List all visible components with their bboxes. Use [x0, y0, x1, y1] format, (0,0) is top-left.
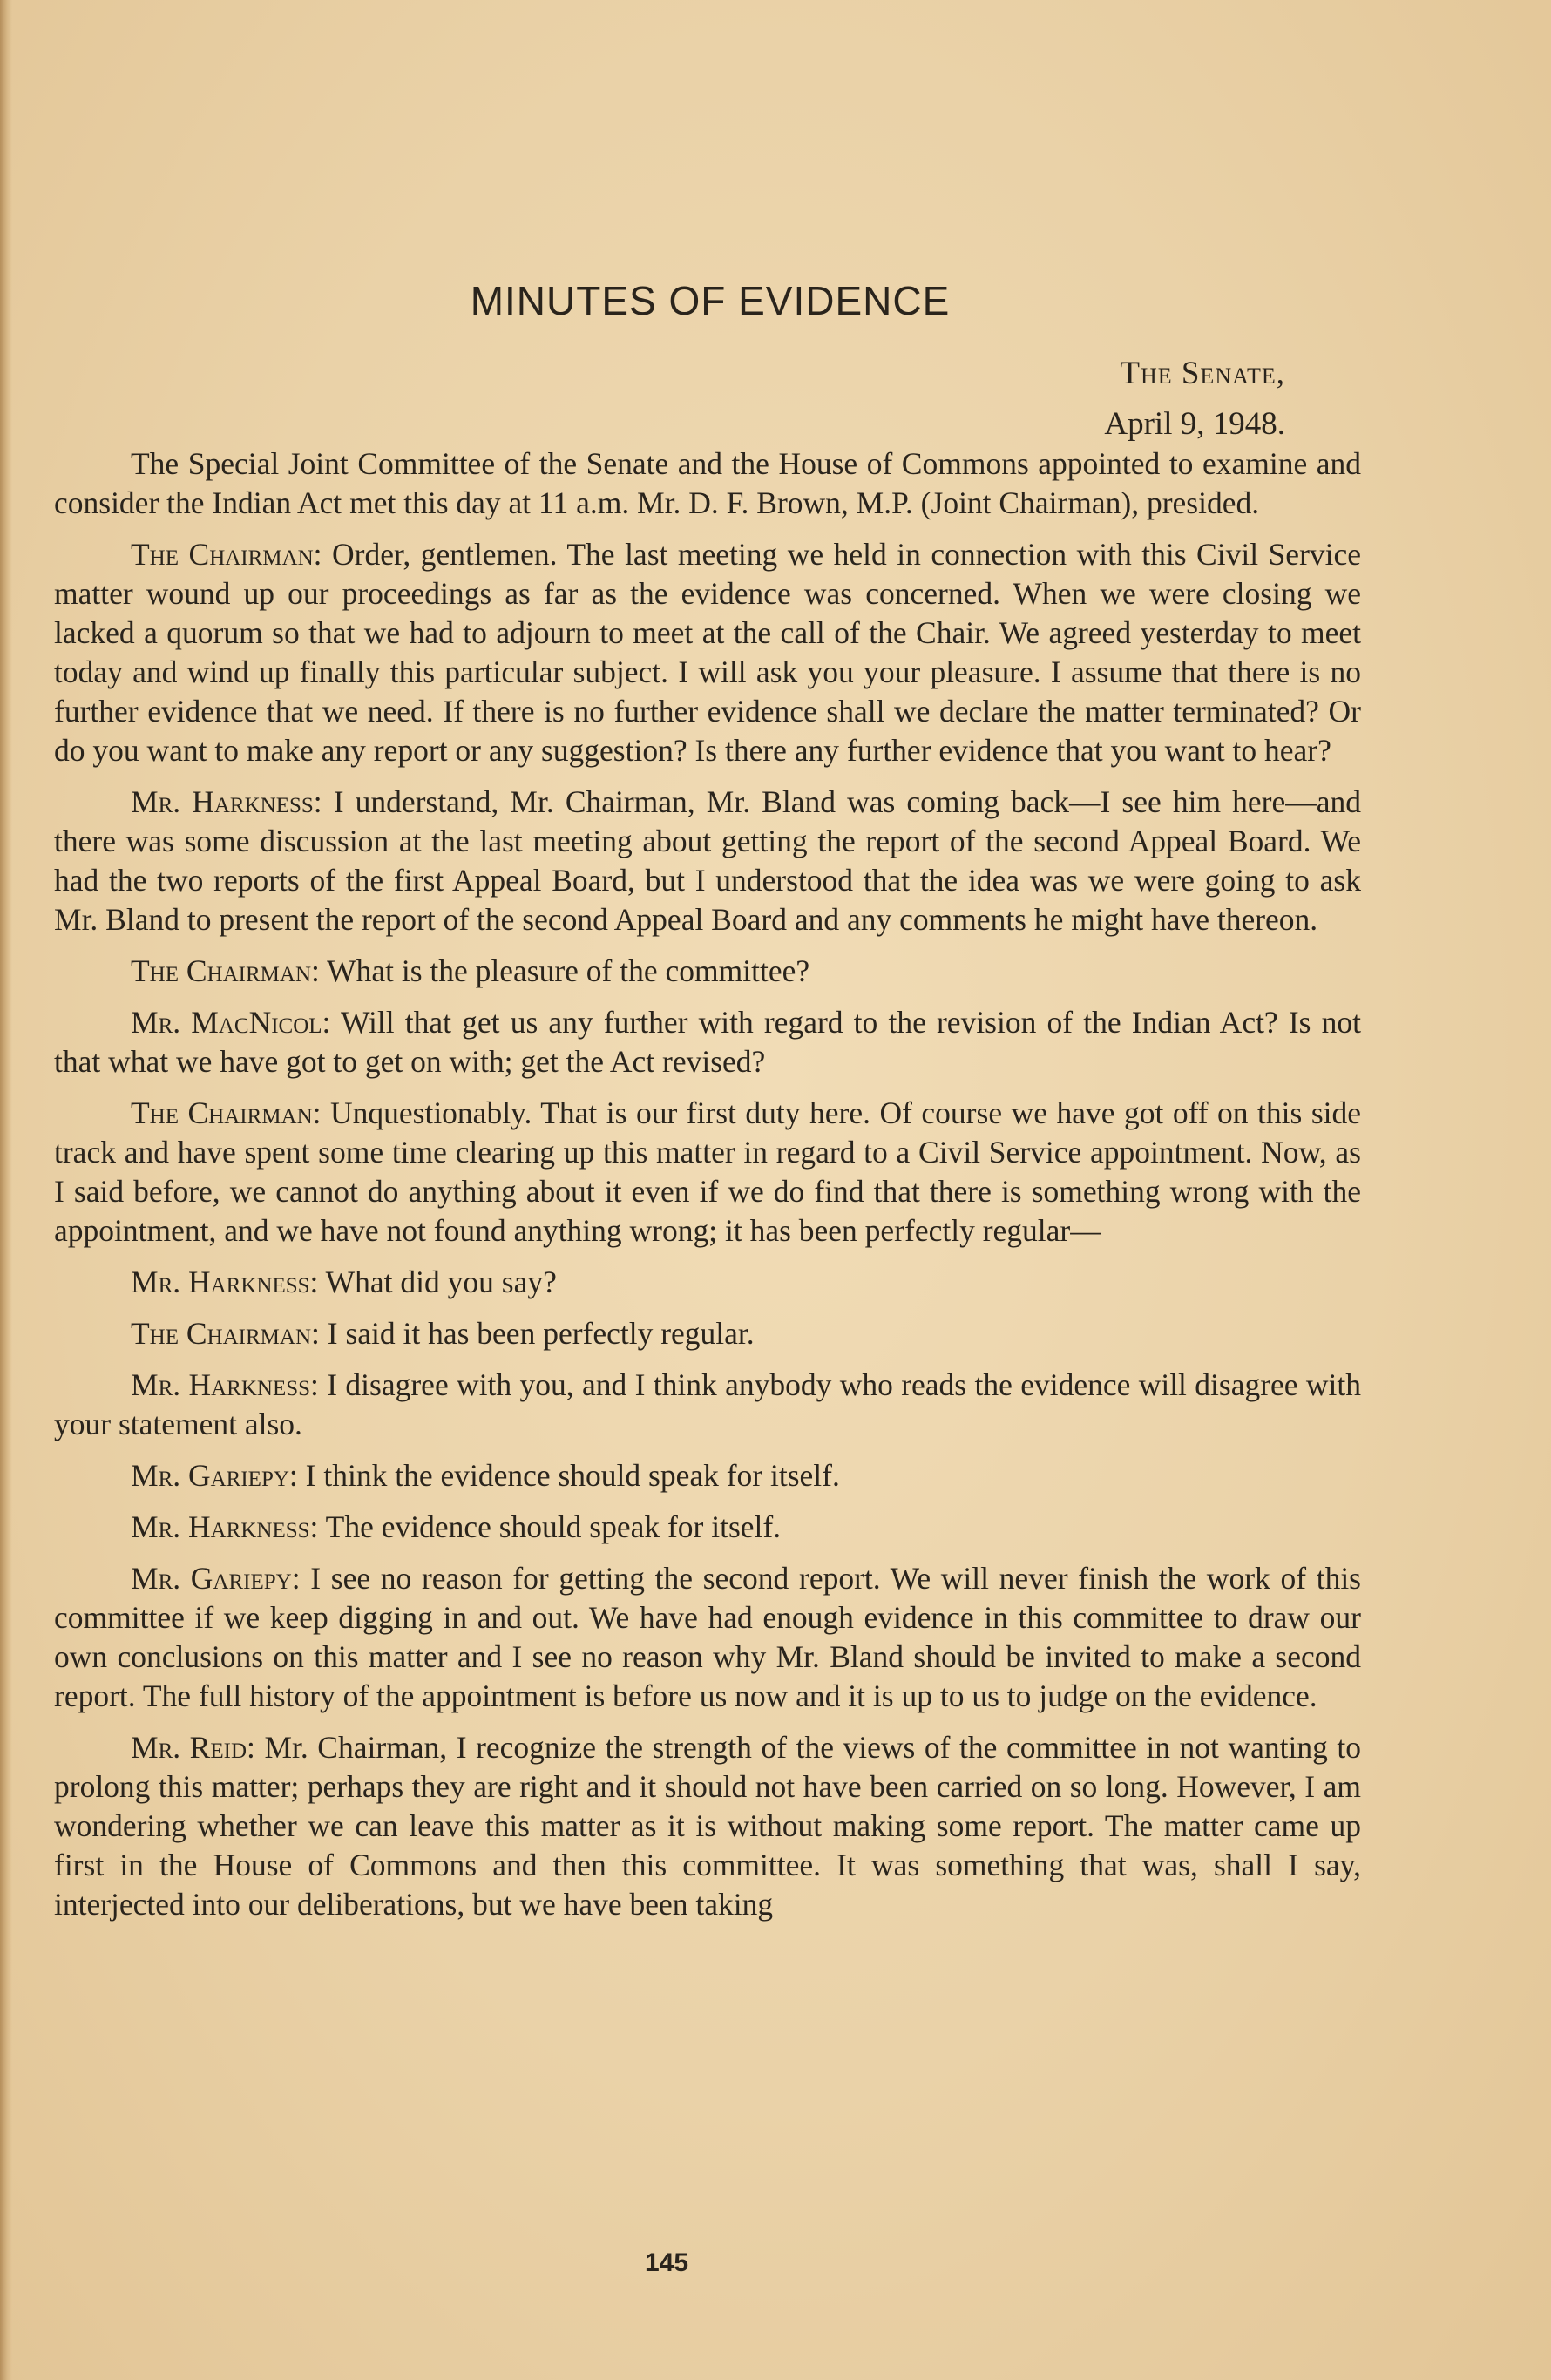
paragraph	[54, 952, 1361, 991]
paragraph	[54, 1263, 1361, 1302]
dateline	[1104, 349, 1285, 450]
paragraph	[54, 1559, 1361, 1716]
speaker-name: Mr. Harkness:	[131, 1265, 319, 1299]
paragraph	[54, 1366, 1361, 1444]
paragraph-text: I said it has been perfectly regular.	[327, 1316, 755, 1351]
paragraph	[54, 1314, 1361, 1353]
paragraph-text: Unquestionably. That is our first duty here. Of course we have got off on this side track and have spent some time clearing up this matter in regard to a Civil Service appointment. Now, as I said before, we cannot do anything about it even if we do find that there is something wrong with the appointment, and we have not found anything wrong; it has been perfectly regular—	[54, 1095, 1362, 1248]
paragraph-text: What did you say?	[325, 1265, 557, 1299]
paragraph	[54, 1508, 1361, 1547]
paragraph-text: Mr. Chairman, I recognize the strength of the views of the committee in not wanting to prolong this matter; perhaps they are right and it should not have been carried on so long. However, I am wondering whether we can leave this matter as it is without making some report. The matter came up first in the House of Commons and then this committee. It was something that was, shall I say, interjected into our deliberations, but we have been taking	[54, 1730, 1361, 1922]
paragraph	[54, 1456, 1361, 1495]
paragraph-text: I think the evidence should speak for itself.	[305, 1458, 840, 1493]
page-title: MINUTES OF EVIDENCE	[470, 278, 951, 323]
speaker-name: The Chairman:	[131, 537, 322, 572]
paragraph-text: The Special Joint Committee of the Senate and the House of Commons appointed to examine and consider the Indian Act met this day at 11 a.m. Mr. D. F. Brown, M.P. (Joint Chairman), presided.	[54, 446, 1361, 520]
paragraph	[54, 783, 1361, 939]
paragraph-text: I understand, Mr. Chairman, Mr. Bland was coming back—I see him here—and there was some discussion at the last meeting about getting the report of the second Appeal Board. We had the two reports of the first Appeal Board, but I understood that the idea was we were going to ask Mr. Bland to present the report of the second Appeal Board and any comments he might have thereon.	[54, 784, 1362, 937]
paragraph-text: What is the pleasure of the committee?	[327, 953, 810, 988]
minutes-body	[54, 444, 1361, 1936]
speaker-name: Mr. Gariepy:	[131, 1561, 301, 1596]
speaker-name: Mr. Gariepy:	[131, 1458, 298, 1493]
speaker-name: The Chairman:	[131, 1095, 322, 1130]
speaker-name: Mr. Harkness:	[131, 784, 322, 819]
paragraph	[54, 1094, 1361, 1251]
dateline-date: April 9, 1948.	[1104, 406, 1285, 442]
speaker-name: Mr. Reid:	[131, 1730, 255, 1765]
page-number: 145	[644, 2248, 689, 2277]
paragraph-text: I disagree with you, and I think anybody who reads the evidence will disagree with your statement also.	[54, 1367, 1362, 1441]
paragraph-text: The evidence should speak for itself.	[325, 1509, 782, 1544]
paragraph	[54, 535, 1361, 770]
dateline-location: The Senate,	[1120, 356, 1285, 391]
speaker-name: The Chairman:	[131, 953, 320, 988]
paragraph-text: Order, gentlemen. The last meeting we held in connection with this Civil Service matter wound up our proceedings as far as the evidence was concerned. When we were closing we lacked a quorum so that we had to adjourn to meet at the call of the Chair. We agreed yesterday to meet today and wind up finally this particular subject. I will ask you your pleasure. I assume that there is no further evidence that we need. If there is no further evidence shall we declare the matter terminated? Or do you want to make any report or any suggestion? Is there any further evidence that you want to hear?	[54, 537, 1362, 768]
paragraph	[54, 1003, 1361, 1082]
speaker-name: Mr. Harkness:	[131, 1367, 319, 1402]
speaker-name: Mr. MacNicol:	[131, 1005, 331, 1040]
page-binding-edge	[0, 0, 12, 2380]
paragraph-opening	[54, 444, 1361, 523]
speaker-name: Mr. Harkness:	[131, 1509, 319, 1544]
paragraph-text: Will that get us any further with regard to the revision of the Indian Act? Is not that what we have got to get on with; get the Act revised?	[54, 1005, 1362, 1079]
paragraph-text: I see no reason for getting the second report. We will never finish the work of this committee if we keep digging in and out. We have had enough evidence in this committee to draw our own conclusions on this matter and I see no reason why Mr. Bland should be invited to make a second report. The full history of the appointment is before us now and it is up to us to judge on the evidence.	[54, 1561, 1361, 1713]
paragraph	[54, 1728, 1361, 1924]
speaker-name: The Chairman:	[131, 1316, 320, 1351]
